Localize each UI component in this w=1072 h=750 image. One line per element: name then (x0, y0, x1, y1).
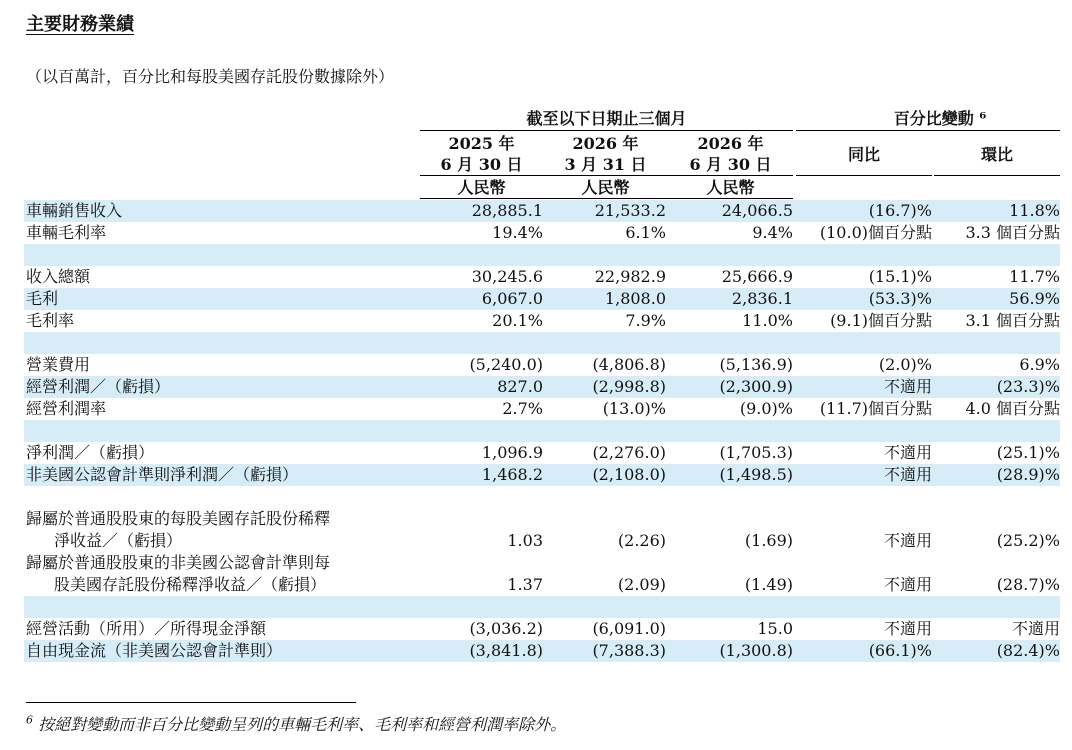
header-rule-dates (420, 175, 793, 176)
row-value-col-5: (28.9)% (996, 465, 1060, 484)
header-col-2 (545, 133, 666, 175)
footnote (26, 712, 566, 735)
row-value-col-1: 6,067.0 (481, 289, 543, 308)
table-row (24, 310, 1060, 332)
row-label: 非美國公認會計準則淨利潤／（虧損） (26, 465, 299, 484)
row-value-col-4: 不適用 (883, 443, 932, 462)
header-col-2-year: 2026 年 (572, 134, 639, 153)
row-value-col-1: 827.0 (497, 377, 543, 396)
row-value-col-4: (9.1)個百分點 (830, 311, 932, 330)
table-row (24, 354, 1060, 376)
row-value-col-5: 6.9% (1019, 355, 1060, 374)
spacer-row (24, 332, 1060, 354)
row-label: 自由現金流（非美國公認會計準則） (26, 641, 283, 660)
row-value-col-3: 11.0% (742, 311, 793, 330)
row-value-col-1: 2.7% (502, 399, 543, 418)
header-group-period: 截至以下日期止三個月 (526, 109, 687, 128)
row-label: 車輛毛利率 (26, 223, 107, 242)
row-value-col-4: 不適用 (883, 377, 932, 396)
row-value-col-2: (13.0)% (602, 399, 666, 418)
row-label: 經營利潤／（虧損） (26, 377, 171, 396)
row-value-col-1: 19.4% (492, 223, 543, 242)
row-value-col-3: (2,300.9) (719, 377, 793, 396)
footnote-rule (26, 702, 356, 703)
row-value-col-5: 4.0 個百分點 (965, 399, 1060, 418)
row-value-col-1: 1,468.2 (481, 465, 543, 484)
table-row (24, 398, 1060, 420)
row-value-col-1: (3,036.2) (469, 619, 543, 638)
page-title: 主要財務業績 (26, 14, 134, 35)
row-value-col-4: (10.0)個百分點 (819, 223, 932, 242)
row-value-col-1: 1.37 (507, 575, 543, 594)
table-row (24, 508, 1060, 530)
row-value-col-3: 15.0 (757, 619, 793, 638)
row-value-col-2: (4,806.8) (592, 355, 666, 374)
subtitle: （以百萬計，百分比和每股美國存託股份數據除外） (26, 67, 395, 86)
currency-rule (420, 198, 793, 199)
row-value-col-2: 21,533.2 (594, 201, 666, 220)
header-col-3-date: 6 月 30 日 (689, 155, 772, 174)
row-value-col-5: (25.2)% (996, 531, 1060, 550)
currency-col-3: 人民幣 (706, 178, 755, 197)
row-value-col-2: (7,388.3) (592, 641, 666, 660)
table-row (24, 266, 1060, 288)
row-value-col-2: 22,982.9 (594, 267, 666, 286)
row-value-col-5: 11.7% (1009, 267, 1060, 286)
table-row (24, 222, 1060, 244)
row-value-col-4: (2.0)% (878, 355, 932, 374)
header-yoy: 同比 (847, 145, 880, 164)
row-value-col-2: (2,998.8) (592, 377, 666, 396)
row-label: 營業費用 (26, 355, 91, 374)
table-row (24, 288, 1060, 310)
row-value-col-4: (16.7)% (868, 201, 932, 220)
row-value-col-5: 11.8% (1009, 201, 1060, 220)
row-label: 車輛銷售收入 (26, 201, 123, 220)
table-row (24, 574, 1060, 596)
row-value-col-2: 1,808.0 (604, 289, 666, 308)
row-value-col-1: (3,841.8) (469, 641, 543, 660)
row-value-col-5: (25.1)% (996, 443, 1060, 462)
table-row (24, 618, 1060, 640)
row-value-col-4: 不適用 (883, 465, 932, 484)
spacer-row (24, 596, 1060, 618)
row-label-continued: 股美國存託股份稀釋淨收益／（虧損） (54, 575, 327, 594)
row-value-col-4: 不適用 (883, 619, 932, 638)
row-label: 毛利 (26, 289, 59, 308)
row-label: 經營活動（所用）／所得現金淨額 (26, 619, 267, 638)
row-value-col-3: 9.4% (752, 223, 793, 242)
row-value-col-3: (1,705.3) (719, 443, 793, 462)
table-row (24, 376, 1060, 398)
row-label: 經營利潤率 (26, 399, 107, 418)
row-value-col-3: (9.0)% (739, 399, 793, 418)
footnote-text: 按絕對變動而非百分比變動呈列的車輛毛利率、毛利率和經營利潤率除外。 (33, 715, 567, 734)
row-value-col-5: (82.4)% (996, 641, 1060, 660)
row-label: 歸屬於普通股股東的非美國公認會計準則每 (26, 553, 331, 572)
row-label: 淨利潤／（虧損） (26, 443, 155, 462)
row-value-col-3: 25,666.9 (721, 267, 793, 286)
row-value-col-3: 24,066.5 (721, 201, 793, 220)
table-row (24, 552, 1060, 574)
row-value-col-5: (23.3)% (996, 377, 1060, 396)
header-rule-period (420, 130, 793, 131)
row-value-col-4: (53.3)% (868, 289, 932, 308)
row-value-col-5: 不適用 (1011, 619, 1060, 638)
header-group-change: 百分比變動 ⁶ (893, 109, 987, 128)
row-value-col-3: (1.69) (744, 531, 793, 550)
currency-col-1: 人民幣 (457, 178, 506, 197)
row-value-col-4: (66.1)% (868, 641, 932, 660)
table-row (24, 442, 1060, 464)
row-value-col-3: 2,836.1 (731, 289, 793, 308)
row-value-col-5: 3.3 個百分點 (965, 223, 1060, 242)
header-col-3 (668, 133, 793, 175)
table-row (24, 530, 1060, 552)
spacer-row (24, 244, 1060, 266)
row-value-col-1: 1.03 (507, 531, 543, 550)
row-value-col-5: 56.9% (1009, 289, 1060, 308)
row-value-col-1: 30,245.6 (471, 267, 543, 286)
row-value-col-5: (28.7)% (996, 575, 1060, 594)
row-value-col-3: (1.49) (744, 575, 793, 594)
row-value-col-2: (2,108.0) (592, 465, 666, 484)
header-rule-change (796, 130, 1060, 131)
header-col-1 (420, 133, 543, 175)
row-value-col-5: 3.1 個百分點 (965, 311, 1060, 330)
header-col-1-date: 6 月 30 日 (440, 155, 523, 174)
table-row (24, 640, 1060, 662)
row-label: 歸屬於普通股股東的每股美國存託股份稀釋 (26, 509, 331, 528)
row-value-col-4: (15.1)% (868, 267, 932, 286)
row-value-col-1: 28,885.1 (471, 201, 543, 220)
row-value-col-2: (2,276.0) (592, 443, 666, 462)
table-row (24, 200, 1060, 222)
row-value-col-1: (5,240.0) (469, 355, 543, 374)
header-qoq: 環比 (980, 145, 1013, 164)
header-col-1-year: 2025 年 (448, 134, 515, 153)
row-value-col-2: 7.9% (625, 311, 666, 330)
row-value-col-3: (1,498.5) (719, 465, 793, 484)
header-rule-qoq (934, 175, 1060, 176)
row-label: 毛利率 (26, 311, 75, 330)
table-row (24, 464, 1060, 486)
spacer-row (24, 420, 1060, 442)
row-value-col-2: (2.09) (617, 575, 666, 594)
row-value-col-2: 6.1% (625, 223, 666, 242)
row-value-col-2: (6,091.0) (592, 619, 666, 638)
row-value-col-4: 不適用 (883, 531, 932, 550)
header-col-2-date: 3 月 31 日 (564, 155, 647, 174)
row-value-col-1: 20.1% (492, 311, 543, 330)
header-col-3-year: 2026 年 (697, 134, 764, 153)
row-value-col-4: 不適用 (883, 575, 932, 594)
row-label-continued: 淨收益／（虧損） (54, 531, 183, 550)
row-value-col-3: (1,300.8) (719, 641, 793, 660)
currency-col-2: 人民幣 (581, 178, 630, 197)
row-value-col-3: (5,136.9) (719, 355, 793, 374)
row-value-col-1: 1,096.9 (481, 443, 543, 462)
header-rule-yoy (796, 175, 932, 176)
row-label: 收入總額 (26, 267, 91, 286)
footnote-mark: 6 (26, 713, 33, 727)
row-value-col-4: (11.7)個百分點 (819, 399, 932, 418)
row-value-col-2: (2.26) (617, 531, 666, 550)
